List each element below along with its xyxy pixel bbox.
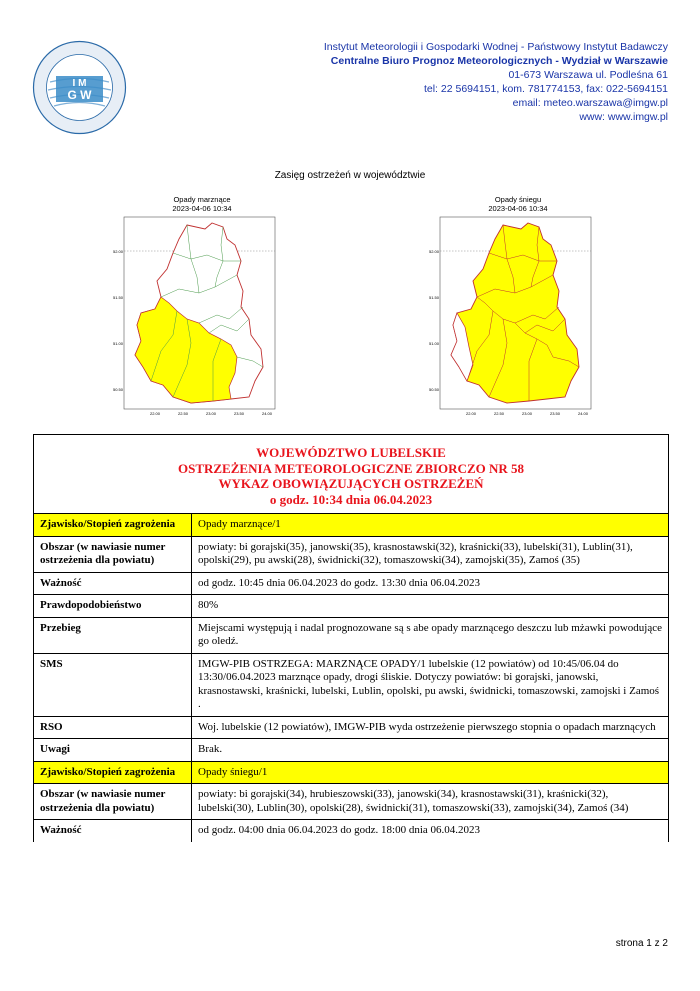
row-value: powiaty: bi gorajski(34), hrubieszowski(33), janowski(34), krasnostawski(31), kraśnicki(32), lubelski(30), Lublin(30), opolski(28), świdnicki(31), tomaszowski(33), zamojski(34), Zamoś (34) bbox=[198, 788, 629, 814]
title-list: WYKAZ OBOWIĄZUJĄCYCH OSTRZEŻEŃ bbox=[218, 476, 484, 491]
svg-text:51.00: 51.00 bbox=[428, 341, 439, 346]
row-value: Opady śniegu/1 bbox=[192, 762, 668, 784]
row-value: powiaty: bi gorajski(35), janowski(35), krasnostawski(32), kraśnicki(33), lubelski(31), Lublin(31), opolski(29), pu awski(28), świdnicki(32), tomaszowski(34), zamojski(35), Zamoś (35) bbox=[198, 540, 633, 566]
svg-text:G W: G W bbox=[67, 88, 92, 102]
row-value: Woj. lubelskie (12 powiatów), IMGW-PIB wyda ostrzeżenie pierwszego stopnia o opadach marznących bbox=[198, 720, 656, 733]
title-time: o godz. 10:34 dnia 06.04.2023 bbox=[269, 491, 433, 507]
table-row bbox=[34, 617, 668, 653]
svg-text:52.00: 52.00 bbox=[428, 249, 439, 254]
warning-rows bbox=[34, 513, 668, 842]
title-bulletin: OSTRZEŻENIA METEOROLOGICZNE ZBIORCZO NR 58 bbox=[177, 460, 525, 476]
header-line-4: tel: 22 5694151, kom. 781774153, fax: 022-5694151 bbox=[423, 83, 668, 95]
header-line-1: Instytut Meteorologii i Gospodarki Wodnej - Państwowy Instytut Badawczy bbox=[323, 41, 668, 53]
svg-text:51.00: 51.00 bbox=[112, 341, 123, 346]
row-value: Miejscami występują i nadal prognozowane są s abe opady marznącego deszczu lub mżawki powodujące go oledź. bbox=[198, 621, 662, 647]
table-row bbox=[34, 536, 668, 572]
title-region: WOJEWÓDZTWO LUBELSKIE bbox=[256, 445, 446, 460]
table-row bbox=[34, 716, 668, 739]
svg-text:22.00: 22.00 bbox=[465, 411, 477, 416]
row-value: od godz. 10:45 dnia 06.04.2023 do godz. 13:30 dnia 06.04.2023 bbox=[198, 576, 481, 589]
header-line-6: www: www.imgw.pl bbox=[579, 111, 668, 123]
svg-text:52.00: 52.00 bbox=[112, 249, 123, 254]
row-value: Brak. bbox=[198, 743, 223, 755]
svg-text:51.50: 51.50 bbox=[112, 295, 123, 300]
map-snowfall bbox=[428, 195, 603, 420]
table-row bbox=[34, 783, 668, 819]
svg-text:22.50: 22.50 bbox=[177, 411, 189, 416]
svg-text:50.50: 50.50 bbox=[428, 387, 439, 392]
map-1-title: Opady marznące bbox=[173, 195, 231, 204]
map-1-svg bbox=[112, 215, 282, 420]
row-value: IMGW-PIB OSTRZEGA: MARZNĄCE OPADY/1 lubelskie (12 powiatów) od 10:45/06.04 do 13:30/06.04.2023 marznące opady, drogi śliskie. Dotyczy powiatów: bi gorajski, janowski, krasnostawski, kraśnicki, lubelski, Lublin, opolski, pu awski, świdnicki, tomaszowski, zamojski i Zamoś . bbox=[198, 657, 660, 710]
header-line-3: 01-673 Warszawa ul. Podleśna 61 bbox=[508, 69, 668, 81]
row-key: Obszar (w nawiasie numer ostrzeżenia dla powiatu) bbox=[34, 537, 192, 572]
svg-text:51.50: 51.50 bbox=[428, 295, 439, 300]
row-value: od godz. 04:00 dnia 06.04.2023 do godz. 18:00 dnia 06.04.2023 bbox=[198, 824, 481, 836]
svg-text:I M: I M bbox=[72, 78, 87, 89]
row-key: SMS bbox=[34, 654, 192, 716]
table-row bbox=[34, 819, 668, 842]
imgw-logo bbox=[32, 40, 127, 135]
row-key: Prawdopodobieństwo bbox=[34, 595, 192, 617]
page-number: strona 1 z 2 bbox=[615, 938, 668, 949]
phenomenon-row bbox=[34, 761, 668, 784]
map-freezing-precip bbox=[112, 195, 287, 420]
maps-title: Zasięg ostrzeżeń w województwie bbox=[274, 170, 426, 181]
header-line-5: email: meteo.warszawa@imgw.pl bbox=[512, 97, 668, 109]
map-2-title: Opady śniegu bbox=[494, 195, 542, 204]
row-key: Uwagi bbox=[34, 739, 192, 761]
map-2-svg bbox=[428, 215, 598, 420]
row-value: Opady marznące/1 bbox=[192, 514, 668, 536]
phenomenon-row bbox=[34, 513, 668, 536]
row-key: Ważność bbox=[34, 820, 192, 842]
svg-text:23.00: 23.00 bbox=[521, 411, 533, 416]
svg-text:23.50: 23.50 bbox=[549, 411, 561, 416]
table-row bbox=[34, 594, 668, 617]
row-key: Zjawisko/Stopień zagrożenia bbox=[34, 514, 192, 536]
row-key: Zjawisko/Stopień zagrożenia bbox=[34, 762, 192, 784]
svg-text:24.00: 24.00 bbox=[261, 411, 273, 416]
row-value: 80% bbox=[198, 599, 219, 611]
header-line-2: Centralne Biuro Prognoz Meteorologicznych - Wydział w Warszawie bbox=[330, 55, 668, 67]
warnings-table bbox=[33, 434, 669, 842]
institution-header bbox=[324, 40, 668, 124]
row-key: Obszar (w nawiasie numer ostrzeżenia dla powiatu) bbox=[34, 784, 192, 819]
row-key: Przebieg bbox=[34, 618, 192, 653]
svg-text:23.00: 23.00 bbox=[205, 411, 217, 416]
table-row bbox=[34, 653, 668, 716]
map-1-time: 2023-04-06 10:34 bbox=[172, 204, 232, 213]
map-2-time: 2023-04-06 10:34 bbox=[488, 204, 548, 213]
svg-text:24.00: 24.00 bbox=[577, 411, 589, 416]
row-key: Ważność bbox=[34, 573, 192, 595]
svg-text:23.50: 23.50 bbox=[233, 411, 245, 416]
svg-text:50.50: 50.50 bbox=[112, 387, 123, 392]
table-row bbox=[34, 738, 668, 761]
row-key: RSO bbox=[34, 717, 192, 739]
table-row bbox=[34, 572, 668, 595]
warnings-title bbox=[34, 435, 668, 513]
svg-text:22.00: 22.00 bbox=[149, 411, 161, 416]
svg-text:22.50: 22.50 bbox=[493, 411, 505, 416]
